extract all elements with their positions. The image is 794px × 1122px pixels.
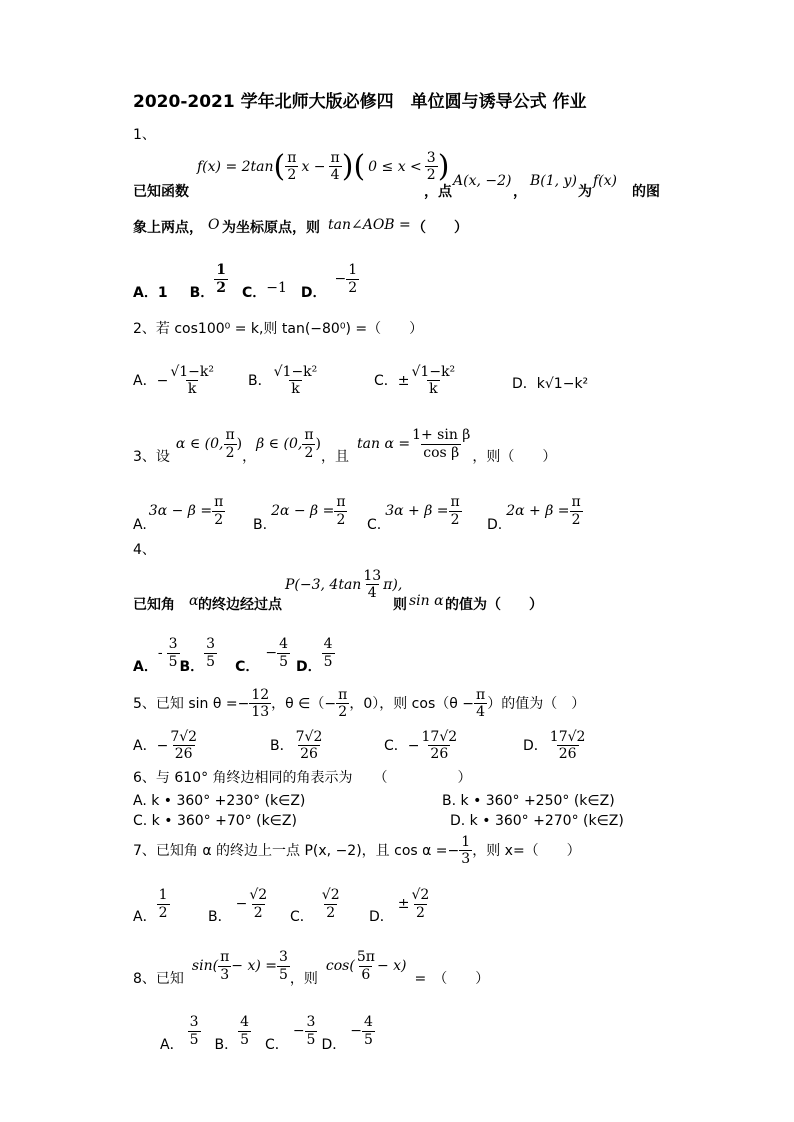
q1-line2-b: 为坐标原点，则 xyxy=(222,220,320,236)
q4-lead: 已知角 xyxy=(133,597,175,613)
q1-lead: 已知函数 xyxy=(133,184,189,200)
q4-number: 4、 xyxy=(133,542,156,558)
q1-comma: ， xyxy=(513,184,527,200)
q5-option-c: C．− $\frac{17√2}{26}$ xyxy=(384,729,458,763)
q7-option-c: C． $\frac{√2}{2}$ xyxy=(290,887,340,925)
q1-option-d-sign: − xyxy=(334,271,347,287)
q4-tail: 的值为（ ） xyxy=(445,597,543,613)
q1-domain-frac: $\frac{3}{2}$ xyxy=(426,150,436,184)
q1-number: 1、 xyxy=(133,127,156,143)
q2-option-b: B． $\frac{\text{√1−k²}}{k}$ xyxy=(248,364,318,398)
q1-point-a: A(x, −2) xyxy=(453,173,512,189)
q1-text-is: 为 xyxy=(578,184,592,200)
q1-domain-close: ) xyxy=(437,148,450,184)
q1-option-b-label: B． xyxy=(189,285,215,301)
q2-stem: 2、若 cos100⁰ = k,则 tan(−80⁰) =（ ） xyxy=(133,321,424,337)
q1-frac-a: $\frac{\pi}{2}$ xyxy=(287,150,297,184)
q5-option-a: A．− $\frac{7√2}{26}$ xyxy=(133,729,198,763)
q5-option-d: D． $\frac{17√2}{26}$ xyxy=(523,729,586,763)
q2-option-d: D．k√1−k² xyxy=(512,376,589,392)
q1-point-b: B(1, y) xyxy=(530,173,577,189)
q4-mid: 的终边经过点 xyxy=(198,597,282,613)
q1-blank: （ ） xyxy=(412,220,468,236)
q1-text-graph: 的图 xyxy=(632,184,660,200)
q1-text-point: ，点 xyxy=(424,184,452,200)
q1-func-label: f(x) = 2tan xyxy=(197,158,274,175)
q1-paren-open: ( xyxy=(273,148,286,184)
q1-option-c-label: C． xyxy=(242,285,267,301)
q1-options xyxy=(133,258,359,300)
q5-stem: 5、已知 sin θ =− $\frac{12}{13}$ ，θ ∈（− $\frac{\pi}{2}$ ，0），则 cos（θ − $\frac{\pi}{4}$ ）的值为（ ） xyxy=(133,687,586,721)
q1-line2-a: 象上两点， xyxy=(133,220,203,236)
q1-fx: f(x) xyxy=(593,173,618,189)
q1-func-mid: x − xyxy=(301,158,326,175)
q6-stem: 6、与 610° 角终边相同的角表示为 （ ） xyxy=(133,770,472,786)
q6-option-a: A. k • 360° +230° (k∈Z) xyxy=(133,793,306,809)
q4-point-p: P(−3, 4tan $\frac{13}{4}$ π), xyxy=(285,568,403,602)
q1-option-d-label: D． xyxy=(300,285,327,301)
q3-option-d: D. 2α + β = $\frac{\pi}{2}$ xyxy=(487,494,581,533)
q3-stem: 3、设 α ∈ (0, $\frac{\pi}{2}$ ) ， β ∈ (0, $\frac{\pi}{2}$ ) ，且 tan α = $\frac{\text{1+ sin β}}{\text{cos β}}$ ，则（ ） xyxy=(133,427,557,465)
q1-function-formula xyxy=(197,150,449,183)
q3-option-b: B. 2α − β = $\frac{\pi}{2}$ xyxy=(253,494,346,533)
q3-option-c: C. 3α + β = $\frac{\pi}{2}$ xyxy=(367,494,460,533)
q5-option-b: B． $\frac{7√2}{26}$ xyxy=(270,729,323,763)
q8-stem: 8、已知 sin( $\frac{\pi}{3}$ − x) = $\frac{3}{5}$ ，则 cos( $\frac{5\pi}{6}$ − x) = （ ） xyxy=(133,949,490,987)
q8-options: A． $\frac{3}{5}$ B． $\frac{4}{5}$ C． − $\frac{3}{5}$ D． − $\frac{4}{5}$ xyxy=(160,1014,373,1053)
q1-option-b-value: $\frac{1}{2}$ xyxy=(216,262,226,296)
q4-alpha: α xyxy=(189,593,199,609)
q4-then: 则 xyxy=(393,597,407,613)
q1-origin-o: O xyxy=(208,217,220,233)
q1-option-d-value: $\frac{1}{2}$ xyxy=(348,262,358,296)
q2-option-a: A．− $\frac{\text{√1−k²}}{k}$ xyxy=(133,364,214,398)
q1-domain-text: 0 ≤ x < xyxy=(368,158,422,175)
q1-option-c-value: −1 xyxy=(266,280,287,296)
q7-stem: 7、已知角 α 的终边上一点 P(x, −2)，且 cos α =− $\frac{1}{3}$ ，则 x=（ ） xyxy=(133,834,581,868)
q6-option-d: D. k • 360° +270° (k∈Z) xyxy=(450,813,624,829)
q3-option-a: A. 3α − β = $\frac{\pi}{2}$ xyxy=(133,494,224,533)
q1-tan-expression: tan∠AOB = xyxy=(328,217,411,233)
q2-option-c: C．± $\frac{\text{√1−k²}}{k}$ xyxy=(374,364,456,398)
q6-option-b: B. k • 360° +250° (k∈Z) xyxy=(442,793,615,809)
q6-option-c: C. k • 360° +70° (k∈Z) xyxy=(133,813,297,829)
q7-option-d: D． ± $\frac{√2}{2}$ xyxy=(369,887,430,925)
q7-option-a: A． $\frac{1}{2}$ xyxy=(133,887,168,925)
page-title: 2020-2021 学年北师大版必修四 单位圆与诱导公式 作业 xyxy=(133,92,587,112)
q4-options: A． - $\frac{3}{5}$ B． $\frac{3}{5}$ C． − $\frac{4}{5}$ D． $\frac{4}{5}$ xyxy=(133,636,333,675)
q4-sin: sin α xyxy=(409,593,444,609)
q1-option-a: A．1 xyxy=(133,285,168,301)
q1-frac-b: $\frac{\pi}{4}$ xyxy=(330,150,340,184)
q1-paren-close: ) xyxy=(341,148,354,184)
q7-option-b: B． − $\frac{√2}{2}$ xyxy=(208,887,268,925)
q1-domain-open: ( xyxy=(353,148,366,184)
